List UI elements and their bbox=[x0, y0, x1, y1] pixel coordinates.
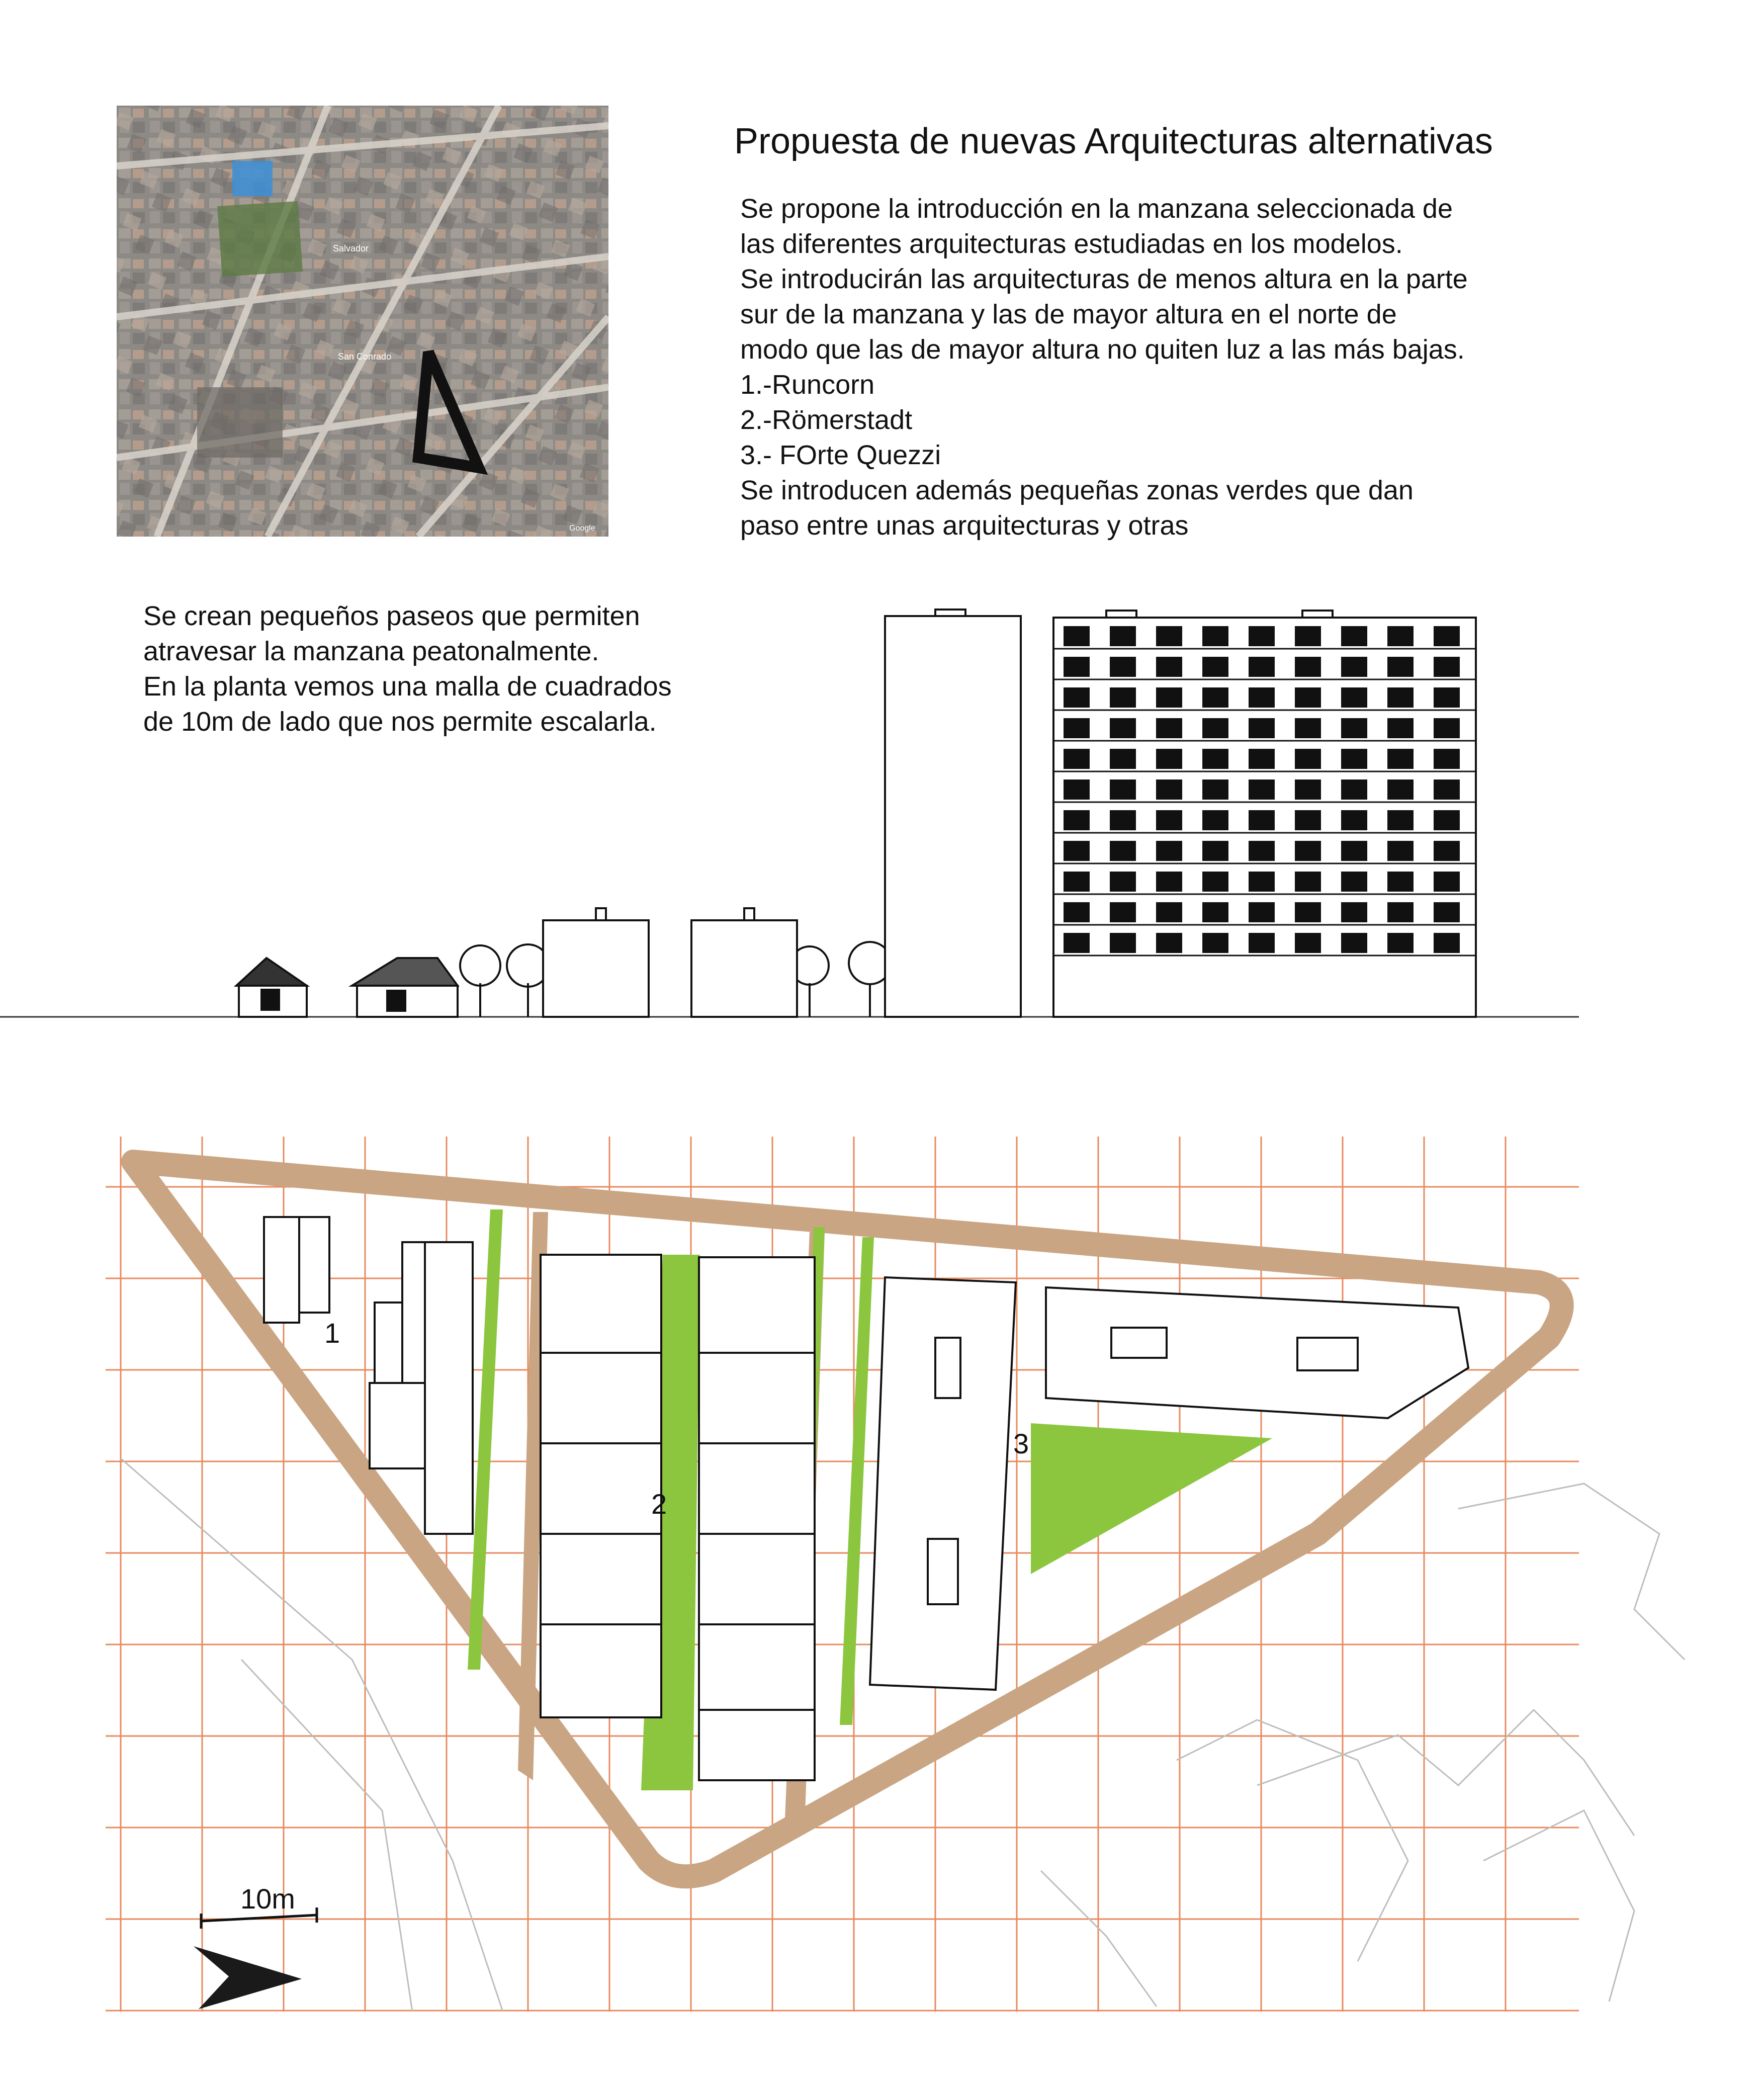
window bbox=[1434, 933, 1460, 953]
window bbox=[1202, 657, 1228, 677]
window bbox=[1110, 749, 1136, 769]
window bbox=[1064, 872, 1090, 892]
description-line: las diferentes arquitecturas estudiadas en los modelos. bbox=[740, 229, 1403, 259]
window bbox=[1434, 810, 1460, 830]
window bbox=[1434, 841, 1460, 861]
window bbox=[1110, 779, 1136, 800]
window bbox=[1202, 718, 1228, 738]
window bbox=[1156, 933, 1182, 953]
description-line: 2.-Römerstadt bbox=[740, 405, 913, 435]
window bbox=[1295, 933, 1321, 953]
window bbox=[1434, 687, 1460, 708]
window bbox=[1295, 718, 1321, 738]
window bbox=[1064, 626, 1090, 646]
window bbox=[1249, 872, 1275, 892]
window bbox=[1295, 841, 1321, 861]
window bbox=[1295, 872, 1321, 892]
window bbox=[1341, 872, 1367, 892]
description-line: 3.- FOrte Quezzi bbox=[740, 440, 941, 470]
window bbox=[1202, 872, 1228, 892]
window bbox=[1202, 626, 1228, 646]
window bbox=[1341, 687, 1367, 708]
window bbox=[1434, 902, 1460, 922]
description-line: 1.-Runcorn bbox=[740, 370, 875, 400]
window bbox=[1156, 841, 1182, 861]
window bbox=[1434, 626, 1460, 646]
page-title: Propuesta de nuevas Arquitecturas alternativas bbox=[734, 121, 1493, 161]
window bbox=[1156, 872, 1182, 892]
scale-label: 10m bbox=[240, 1883, 295, 1915]
aerial-photo bbox=[117, 106, 608, 537]
proposal-description bbox=[740, 191, 1595, 543]
window bbox=[1295, 657, 1321, 677]
window bbox=[1387, 902, 1414, 922]
window bbox=[1156, 687, 1182, 708]
window bbox=[1387, 872, 1414, 892]
window bbox=[1110, 810, 1136, 830]
elevation-drawing bbox=[0, 578, 1764, 1031]
window bbox=[1341, 626, 1367, 646]
window bbox=[1249, 687, 1275, 708]
window bbox=[1387, 933, 1414, 953]
aerial-label: Salvador bbox=[333, 243, 369, 253]
window bbox=[1064, 779, 1090, 800]
window bbox=[1341, 657, 1367, 677]
window bbox=[1249, 779, 1275, 800]
window bbox=[1110, 872, 1136, 892]
window bbox=[1341, 902, 1367, 922]
window bbox=[1249, 626, 1275, 646]
window bbox=[1202, 687, 1228, 708]
window bbox=[1341, 841, 1367, 861]
window bbox=[1064, 657, 1090, 677]
window bbox=[1202, 749, 1228, 769]
window bbox=[1202, 902, 1228, 922]
window bbox=[1387, 749, 1414, 769]
window bbox=[1110, 626, 1136, 646]
window bbox=[1341, 749, 1367, 769]
site-plan bbox=[101, 1076, 1690, 2022]
aerial-label: San Conrado bbox=[338, 352, 392, 362]
walkways-line: de 10m de lado que nos permite escalarla. bbox=[143, 707, 657, 737]
window bbox=[1110, 657, 1136, 677]
window bbox=[1295, 810, 1321, 830]
window bbox=[1434, 718, 1460, 738]
tree-icon bbox=[460, 942, 891, 1017]
window bbox=[1295, 749, 1321, 769]
window bbox=[1064, 841, 1090, 861]
window bbox=[1110, 902, 1136, 922]
window bbox=[1064, 810, 1090, 830]
window bbox=[1295, 902, 1321, 922]
window bbox=[1249, 902, 1275, 922]
window bbox=[1064, 749, 1090, 769]
window bbox=[1387, 810, 1414, 830]
window bbox=[1156, 657, 1182, 677]
window bbox=[1202, 779, 1228, 800]
description-line: modo que las de mayor altura no quiten luz a las más bajas. bbox=[740, 334, 1465, 365]
window bbox=[1387, 779, 1414, 800]
perimeter-walkway bbox=[133, 1162, 1562, 1876]
window bbox=[1341, 718, 1367, 738]
walkways-line: Se crean pequeños paseos que permiten bbox=[143, 601, 640, 631]
walkways-line: atravesar la manzana peatonalmente. bbox=[143, 636, 599, 666]
window bbox=[1341, 933, 1367, 953]
zone-3-label: 3 bbox=[1013, 1428, 1029, 1459]
zone-2-label: 2 bbox=[651, 1488, 667, 1520]
window bbox=[1249, 810, 1275, 830]
midrise-building bbox=[543, 908, 797, 1017]
window bbox=[1387, 657, 1414, 677]
window bbox=[1249, 718, 1275, 738]
window bbox=[1110, 933, 1136, 953]
window bbox=[1434, 749, 1460, 769]
window bbox=[1156, 718, 1182, 738]
window bbox=[1110, 718, 1136, 738]
window bbox=[1295, 626, 1321, 646]
window bbox=[1434, 657, 1460, 677]
window bbox=[1156, 779, 1182, 800]
window bbox=[1156, 749, 1182, 769]
description-line: Se introducirán las arquitecturas de menos altura en la parte bbox=[740, 264, 1468, 294]
window bbox=[1341, 810, 1367, 830]
window bbox=[1110, 687, 1136, 708]
window bbox=[1110, 841, 1136, 861]
window bbox=[1387, 718, 1414, 738]
tower-building bbox=[885, 610, 1021, 1017]
description-line: sur de la manzana y las de mayor altura en el norte de bbox=[740, 299, 1397, 329]
window bbox=[1064, 902, 1090, 922]
window bbox=[1434, 872, 1460, 892]
window bbox=[1249, 749, 1275, 769]
walkways-line: En la planta vemos una malla de cuadrados bbox=[143, 671, 672, 702]
window bbox=[1156, 902, 1182, 922]
description-line: paso entre unas arquitecturas y otras bbox=[740, 510, 1189, 541]
small-house bbox=[236, 958, 307, 1017]
window bbox=[1064, 718, 1090, 738]
window bbox=[1249, 933, 1275, 953]
slab-windows bbox=[1053, 626, 1476, 956]
north-arrow-icon bbox=[194, 1946, 302, 2009]
window bbox=[1064, 687, 1090, 708]
window bbox=[1387, 626, 1414, 646]
window bbox=[1202, 933, 1228, 953]
window bbox=[1064, 933, 1090, 953]
window bbox=[1295, 687, 1321, 708]
window bbox=[1156, 810, 1182, 830]
window bbox=[1202, 841, 1228, 861]
window bbox=[1341, 779, 1367, 800]
window bbox=[1249, 657, 1275, 677]
window bbox=[1295, 779, 1321, 800]
window bbox=[1156, 626, 1182, 646]
window bbox=[1202, 810, 1228, 830]
window bbox=[1434, 779, 1460, 800]
small-house bbox=[352, 958, 458, 1017]
window bbox=[1387, 687, 1414, 708]
zone-1-label: 1 bbox=[324, 1317, 340, 1349]
window bbox=[1249, 841, 1275, 861]
description-line: Se propone la introducción en la manzana seleccionada de bbox=[740, 194, 1453, 224]
window bbox=[1387, 841, 1414, 861]
description-line: Se introducen además pequeñas zonas verdes que dan bbox=[740, 475, 1414, 505]
aerial-label: Google bbox=[569, 524, 595, 533]
